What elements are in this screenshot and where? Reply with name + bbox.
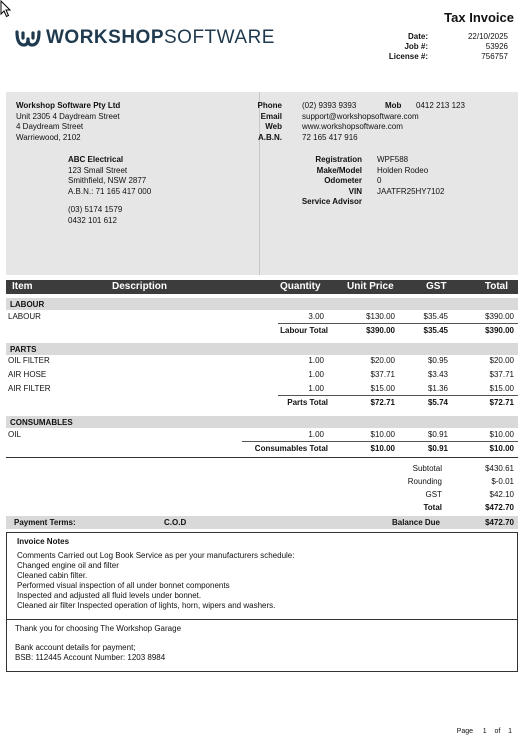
- mob-label: Mob: [385, 101, 402, 110]
- invoice-totals: [388, 464, 518, 516]
- note-line: Inspected and adjusted all fluid levels under bonnet.: [17, 591, 202, 600]
- totals-value: $430.61: [485, 464, 514, 473]
- contact-label: Email: [260, 111, 282, 121]
- meta-value-date: 22/10/2025: [467, 32, 508, 41]
- row-item: AIR HOSE: [8, 370, 47, 379]
- vehicle-label: Odometer: [324, 176, 362, 185]
- subtotal-gst: $0.91: [427, 444, 448, 453]
- totals-value: $-0.01: [491, 477, 514, 486]
- row-gst: $0.95: [427, 356, 448, 365]
- vehicle-label: VIN: [348, 186, 362, 196]
- table-end-divider: [6, 457, 518, 458]
- note-line: Cleaned cabin filter.: [17, 571, 88, 580]
- note-line: Comments Carried out Log Book Service as per your manufacturers schedule:: [17, 551, 295, 560]
- col-header-gst: GST: [426, 281, 447, 292]
- payment-terms-label: Payment Terms:: [14, 518, 76, 527]
- subtotal-row: [6, 396, 518, 410]
- row-total: $37.71: [489, 370, 514, 379]
- note-line: Changed engine oil and filter: [17, 561, 119, 570]
- totals-label: Subtotal: [412, 464, 442, 473]
- bank-details: BSB: 112445 Account Number: 1203 8984: [15, 653, 166, 662]
- row-total: $15.00: [489, 384, 514, 393]
- vehicle-label: Registration: [315, 155, 362, 164]
- totals-row: [388, 464, 518, 477]
- customer-details: [68, 155, 151, 226]
- row-qty: 1.00: [308, 384, 324, 393]
- subtotal-price: $10.00: [370, 444, 395, 453]
- row-total: $390.00: [485, 312, 514, 321]
- section-title: LABOUR: [10, 300, 45, 309]
- row-qty: 3.00: [308, 312, 324, 321]
- meta-label-date: Date:: [407, 32, 428, 41]
- subtotal-label: Consumables Total: [254, 444, 328, 453]
- company-name: Workshop Software Pty Ltd: [16, 101, 121, 110]
- notes-heading: Invoice Notes: [17, 537, 70, 546]
- row-gst: $35.45: [423, 312, 448, 321]
- totals-label: Rounding: [407, 477, 442, 486]
- page-total: 1: [508, 728, 512, 735]
- vehicle-odometer: 0: [377, 176, 382, 185]
- table-row: [6, 354, 518, 368]
- page-label: Page: [456, 728, 474, 735]
- vehicle-label: Service Advisor: [301, 197, 362, 206]
- row-price: $130.00: [366, 312, 395, 321]
- contact-email: support@workshopsoftware.com: [302, 111, 419, 121]
- customer-address-line: 123 Small Street: [68, 165, 128, 175]
- subtotal-total: $72.71: [489, 398, 514, 407]
- section-title: CONSUMABLES: [10, 418, 73, 427]
- subtotal-price: $72.71: [370, 398, 395, 407]
- totals-row: [388, 503, 518, 516]
- customer-address-line: Smithfield, NSW 2877: [68, 176, 147, 185]
- col-header-unit-price: Unit Price: [347, 281, 394, 292]
- meta-label-license: License #:: [388, 52, 428, 61]
- row-price: $15.00: [370, 384, 395, 393]
- totals-value: $42.10: [489, 490, 514, 499]
- page-number: [457, 728, 512, 735]
- logo-wordmark-bold: WORKSHOP: [46, 27, 164, 48]
- section-title: PARTS: [10, 345, 37, 354]
- mob-value: 0412 213 123: [416, 101, 465, 110]
- row-total: $10.00: [489, 430, 514, 439]
- row-gst: $1.36: [427, 384, 448, 393]
- subtotal-total: $10.00: [489, 444, 514, 453]
- workshop-logo-icon: [14, 26, 42, 50]
- subtotal-price: $390.00: [366, 326, 395, 335]
- document-title: Tax Invoice: [444, 10, 514, 25]
- company-address-line: Warriewood, 2102: [16, 132, 81, 142]
- row-qty: 1.00: [308, 370, 324, 379]
- contact-label: Phone: [257, 101, 282, 110]
- row-item: AIR FILTER: [8, 384, 51, 393]
- vehicle-vin: JAATFR25HY7102: [377, 186, 445, 196]
- totals-label: Total: [423, 503, 442, 512]
- subtotal-label: Parts Total: [287, 398, 328, 407]
- row-price: $10.00: [370, 430, 395, 439]
- row-qty: 1.00: [308, 430, 324, 439]
- row-qty: 1.00: [308, 356, 324, 365]
- subtotal-gst: $35.45: [423, 326, 448, 335]
- table-row: [6, 382, 518, 396]
- mouse-cursor-icon: [0, 0, 12, 18]
- company-address-line: 4 Daydream Street: [16, 122, 84, 131]
- totals-label: GST: [425, 490, 442, 499]
- contact-phone: (02) 9393 9393: [302, 101, 357, 110]
- contact-label: A.B.N.: [258, 132, 282, 142]
- col-header-item: Item: [12, 281, 33, 292]
- contact-web: www.workshopsoftware.com: [302, 122, 403, 131]
- subtotal-row: [6, 442, 518, 456]
- col-header-total: Total: [484, 281, 508, 292]
- subtotal-row: [6, 324, 518, 338]
- invoice-notes: [6, 532, 518, 620]
- vehicle-labels: [292, 155, 362, 208]
- customer-name: ABC Electrical: [68, 155, 124, 164]
- totals-row: [388, 490, 518, 503]
- row-gst: $0.91: [427, 430, 448, 439]
- row-price: $37.71: [370, 370, 395, 379]
- company-contact-labels: [212, 101, 282, 143]
- logo-wordmark-light: SOFTWARE: [164, 27, 275, 48]
- row-item: LABOUR: [8, 312, 41, 321]
- table-row: [6, 428, 518, 442]
- meta-label-job: Job #:: [404, 42, 428, 51]
- col-header-quantity: Quantity: [280, 281, 321, 292]
- customer-phone: (03) 5174 1579: [68, 205, 123, 214]
- section-header-labour: [6, 298, 518, 310]
- row-item: OIL FILTER: [8, 356, 50, 365]
- meta-value-job: 53926: [485, 42, 508, 51]
- table-row: [6, 368, 518, 382]
- subtotal-total: $390.00: [485, 326, 514, 335]
- subtotal-gst: $5.74: [427, 398, 448, 407]
- company-logo: [14, 24, 275, 52]
- section-header-consumables: [6, 416, 518, 428]
- totals-row: [388, 477, 518, 490]
- page-of: of: [494, 728, 501, 735]
- col-header-description: Description: [112, 281, 168, 292]
- vehicle-registration: WPF588: [377, 155, 409, 164]
- table-row: [6, 310, 518, 324]
- company-details: [16, 101, 120, 143]
- customer-mobile: 0432 101 612: [68, 215, 117, 225]
- items-table-header: [6, 280, 518, 294]
- vehicle-label: Make/Model: [316, 165, 362, 175]
- payment-terms-value: C.O.D: [164, 518, 187, 527]
- row-price: $20.00: [370, 356, 395, 365]
- invoice-meta: [338, 32, 508, 62]
- balance-due-value: $472.70: [485, 518, 514, 527]
- page-current: 1: [482, 728, 487, 735]
- row-item: OIL: [8, 430, 21, 439]
- contact-abn: 72 165 417 916: [302, 132, 358, 142]
- balance-due-label: Balance Due: [391, 518, 440, 527]
- vehicle-values: [377, 155, 444, 197]
- note-line: Performed visual inspection of all under bonnet components: [17, 581, 230, 590]
- company-address-line: Unit 2305 4 Daydream Street: [16, 111, 120, 121]
- customer-abn: A.B.N.: 71 165 417 000: [68, 186, 152, 196]
- contact-label: Web: [265, 122, 282, 131]
- payment-terms-bar: [6, 516, 518, 529]
- bank-heading: Bank account details for payment;: [15, 643, 136, 652]
- totals-value: $472.70: [485, 503, 514, 512]
- row-gst: $3.43: [427, 370, 448, 379]
- vehicle-make-model: Holden Rodeo: [377, 165, 429, 175]
- subtotal-label: Labour Total: [280, 326, 328, 335]
- note-line: Cleaned air filter Inspected operation of lights, horn, wipers and washers.: [17, 601, 276, 610]
- footer-message: [6, 620, 518, 672]
- meta-value-license: 756757: [481, 52, 508, 61]
- thank-you-text: Thank you for choosing The Workshop Garage: [15, 624, 182, 633]
- row-total: $20.00: [489, 356, 514, 365]
